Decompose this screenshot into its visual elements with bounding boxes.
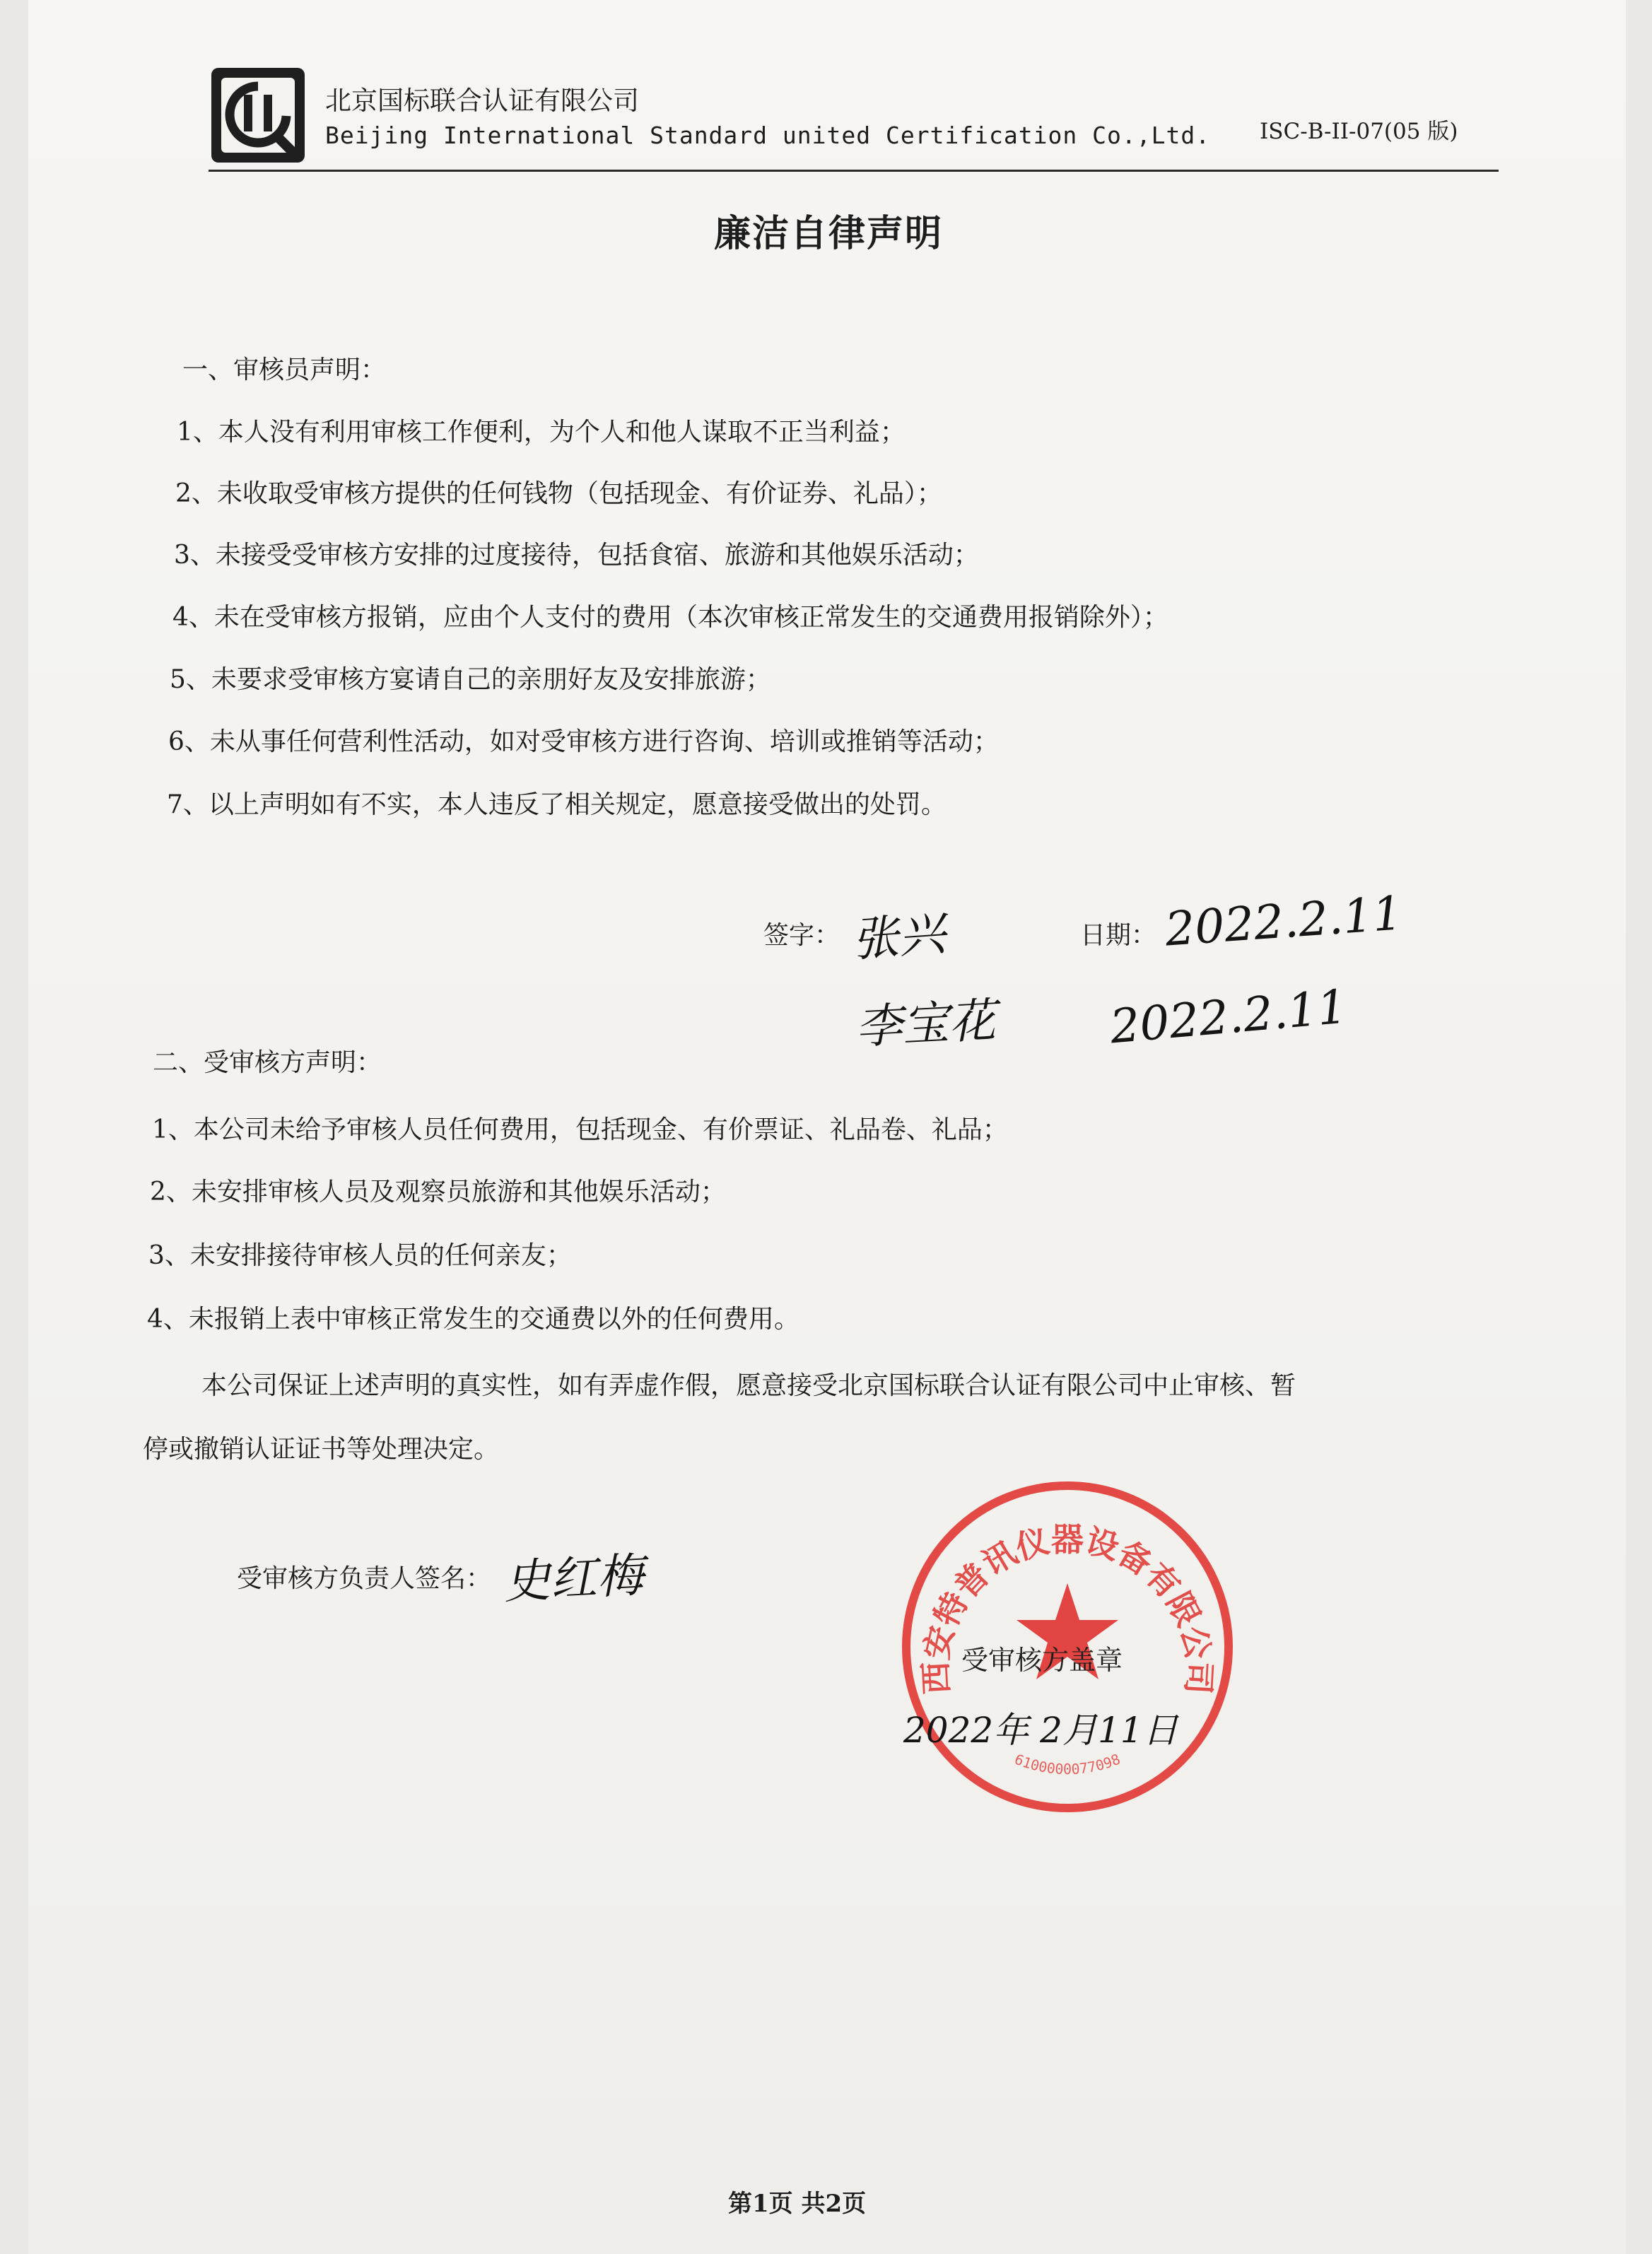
svg-text:6100000077098: 6100000077098	[1012, 1750, 1123, 1778]
auditor-section-heading: 一、审核员声明：	[182, 356, 387, 385]
leader-sign-label: 受审核方负责人签名：	[237, 1564, 492, 1593]
page-title: 廉洁自律声明	[714, 213, 944, 255]
document-number: ISC-B-II-07(05 版)	[1260, 119, 1458, 144]
auditee-item: 3、未安排接待审核人员的任何亲友；	[148, 1241, 572, 1270]
header-divider	[209, 170, 1499, 172]
svg-text:西安特普讯仪器设备有限公司: 西安特普讯仪器设备有限公司	[916, 1520, 1219, 1696]
auditor-sign-date: 2022.2.11	[1108, 979, 1349, 1055]
guarantee-text: 停或撤销认证证书等处理决定。	[143, 1435, 500, 1464]
page-number: 第1页 共2页	[728, 2190, 867, 2218]
auditor-item: 1、本人没有利用审核工作便利，为个人和他人谋取不正当利益；	[177, 418, 906, 447]
auditor-signature: 李宝花	[854, 992, 997, 1055]
stamp-date: 2022年 2月11日	[903, 1710, 1178, 1751]
auditor-item: 7、以上声明如有不实，本人违反了相关规定，愿意接受做出的处罚。	[167, 790, 947, 819]
date-label: 日期：	[1080, 921, 1157, 950]
auditor-item: 5、未要求受审核方宴请自己的亲朋好友及安排旅游；	[170, 665, 771, 694]
auditor-item: 4、未在受审核方报销，应由个人支付的费用（本次审核正常发生的交通费用报销除外）；	[172, 603, 1168, 632]
document-page	[28, 0, 1626, 2254]
guarantee-text: 本公司保证上述声明的真实性，如有弄虚作假，愿意接受北京国标联合认证有限公司中止审核、暂	[201, 1371, 1296, 1400]
auditee-section-heading: 二、受审核方声明：	[153, 1048, 382, 1077]
auditor-item: 3、未接受受审核方安排的过度接待，包括食宿、旅游和其他娱乐活动；	[174, 541, 979, 570]
auditee-item: 2、未安排审核人员及观察员旅游和其他娱乐活动；	[150, 1178, 726, 1207]
auditor-item: 2、未收取受审核方提供的任何钱物（包括现金、有价证券、礼品）；	[175, 479, 942, 508]
auditor-sign-date: 2022.2.11	[1163, 886, 1405, 957]
auditee-item: 4、未报销上表中审核正常发生的交通费以外的任何费用。	[147, 1305, 799, 1334]
leader-signature: 史红梅	[502, 1547, 645, 1610]
auditor-item: 6、未从事任何营利性活动，如对受审核方进行咨询、培训或推销等活动；	[168, 727, 999, 756]
company-name-en: Beijing International Standard united Certification Co.,Ltd.	[325, 122, 1211, 149]
auditor-signature: 张兴	[850, 906, 947, 968]
company-name-cn: 北京国标联合认证有限公司	[325, 86, 639, 116]
sign-label: 签字：	[763, 921, 840, 950]
stamp-label: 受审核方盖章	[961, 1645, 1123, 1676]
company-logo-icon	[209, 65, 307, 165]
auditee-item: 1、本公司未给予审核人员任何费用，包括现金、有价票证、礼品卷、礼品；	[152, 1115, 1008, 1144]
